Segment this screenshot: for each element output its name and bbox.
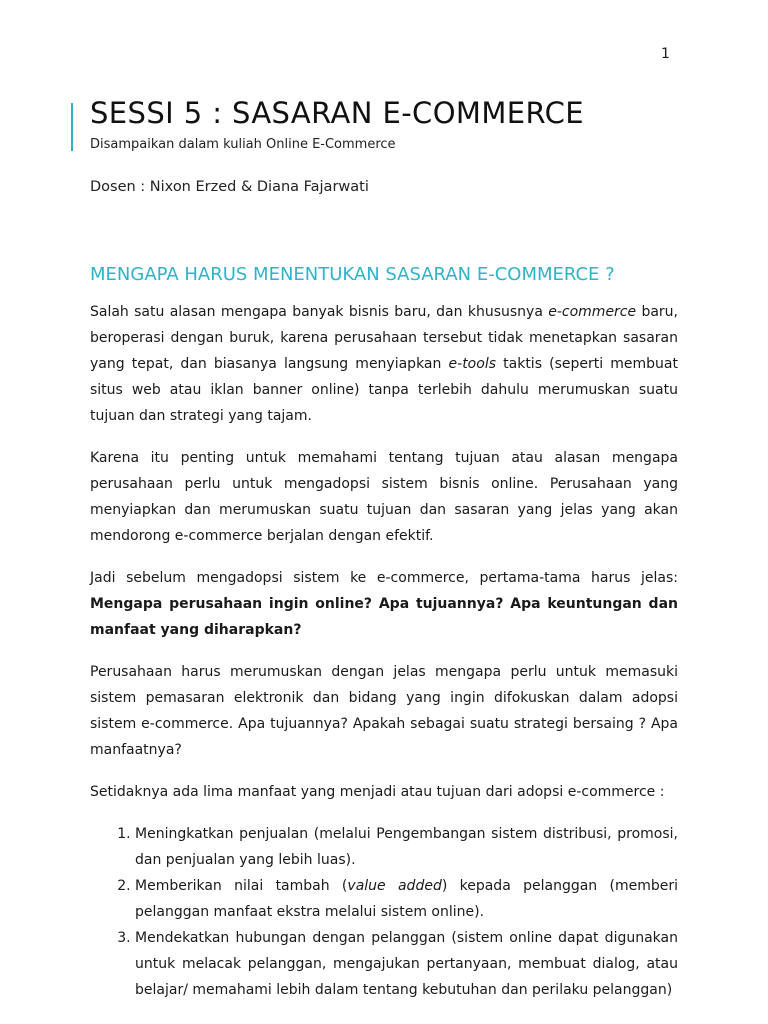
document-subtitle: Disampaikan dalam kuliah Online E-Commerce: [90, 137, 396, 152]
page-number: 1: [661, 46, 670, 62]
emphasis-value-added: value added: [347, 878, 442, 894]
list-item: 1. Meningkatkan penjualan (melalui Pengembangan sistem distribusi, promosi, dan penjualan yang lebih luas).: [135, 821, 678, 873]
key-questions: Mengapa perusahaan ingin online? Apa tujuannya? Apa keuntungan dan manfaat yang diharapkan?: [90, 596, 678, 638]
paragraph-1: Salah satu alasan mengapa banyak bisnis baru, dan khususnya e-commerce baru, beroperasi dengan buruk, karena perusahaan tersebut tidak menetapkan sasaran yang tepat, dan biasanya langsung menyiapkan e-tools taktis (seperti membuat situs web atau iklan banner online) tanpa terlebih dahulu merumuskan suatu tujuan dan strategi yang tajam.: [90, 304, 678, 424]
paragraph-3: Jadi sebelum mengadopsi sistem ke e-commerce, pertama-tama harus jelas: Mengapa perusahaan ingin online? Apa tujuannya? Apa keuntungan dan manfaat yang diharapkan?: [90, 570, 678, 638]
paragraph-5: Setidaknya ada lima manfaat yang menjadi atau tujuan dari adopsi e-commerce :: [90, 784, 665, 800]
paragraph-2: Karena itu penting untuk memahami tentang tujuan atau alasan mengapa perusahaan perlu untuk mengadopsi sistem bisnis online. Perusahaan yang menyiapkan dan merumuskan suatu tujuan dan sasaran yang jelas yang akan mendorong e-commerce berjalan dengan efektif.: [90, 450, 678, 544]
paragraph-4: Perusahaan harus merumuskan dengan jelas mengapa perlu untuk memasuki sistem pemasaran elektronik dan bidang yang ingin difokuskan dalam adopsi sistem e-commerce. Apa tujuannya? Apakah sebagai suatu strategi bersaing ? Apa manfaatnya?: [90, 664, 678, 758]
section-heading: MENGAPA HARUS MENENTUKAN SASARAN E-COMMERCE ?: [90, 264, 615, 285]
benefits-list: [90, 821, 678, 1003]
document-title: SESSI 5 : SASARAN E-COMMERCE: [90, 96, 584, 130]
lecturer-line: Dosen : Nixon Erzed & Diana Fajarwati: [90, 179, 369, 195]
title-accent-bar: [71, 103, 73, 151]
body-content: [90, 299, 678, 1003]
emphasis-e-tools: e-tools: [448, 356, 496, 372]
list-item: 3. Mendekatkan hubungan dengan pelanggan (sistem online dapat digunakan untuk melacak pelanggan, mengajukan pertanyaan, membuat dialog, atau belajar/ memahami lebih dalam tentang kebutuhan dan perilaku pelanggan): [135, 925, 678, 1003]
emphasis-e-commerce: e-commerce: [548, 304, 637, 320]
list-item: 2. Memberikan nilai tambah (value added) kepada pelanggan (memberi pelanggan manfaat ekstra melalui sistem online).: [135, 873, 678, 925]
